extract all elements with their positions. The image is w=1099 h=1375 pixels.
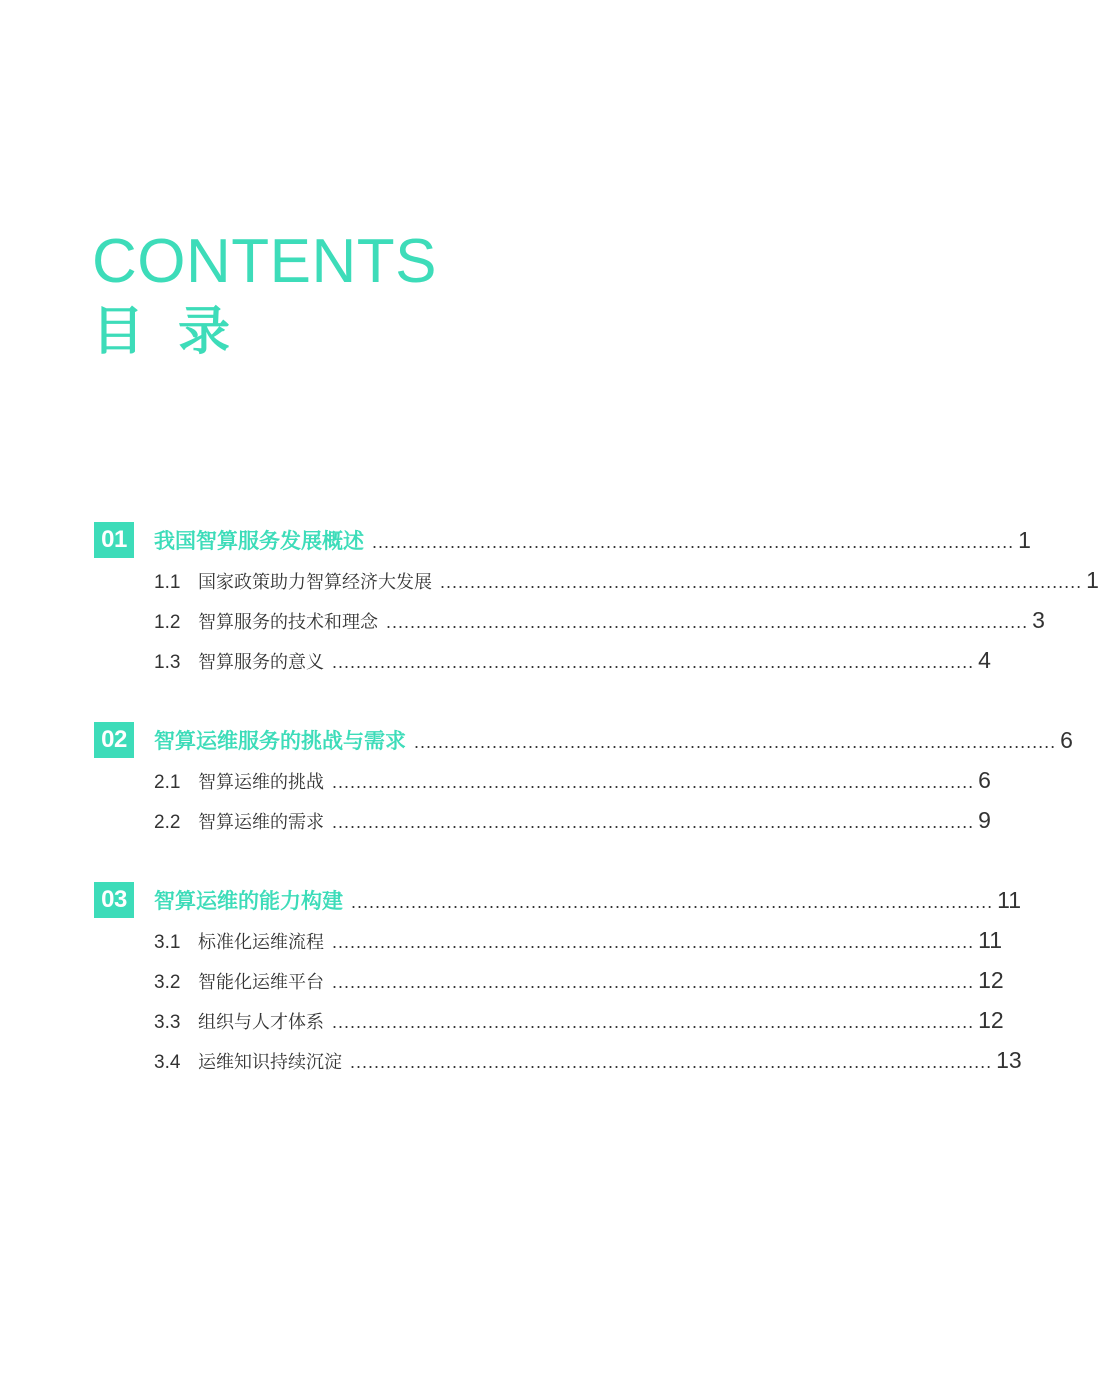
contents-heading-cn: 目录 (92, 302, 265, 362)
toc-chapter-row[interactable] (94, 720, 1073, 760)
item-number: 1.1 (154, 572, 181, 593)
item-title: 智算运维的需求 (198, 812, 324, 833)
dot-leader: ........................................................................................................... (332, 972, 975, 992)
item-number: 1.3 (154, 652, 181, 673)
page-number: 6 (978, 767, 991, 793)
table-of-contents (94, 520, 1099, 1120)
dot-leader: ........................................................................................................... (332, 812, 975, 832)
toc-item-row[interactable] (94, 760, 991, 800)
toc-item-row[interactable] (94, 960, 1004, 1000)
toc-item-row[interactable] (94, 1000, 1004, 1040)
dot-leader: ........................................................................................................... (332, 772, 975, 792)
page-number: 6 (1060, 727, 1073, 753)
page-number: 1 (1086, 567, 1099, 593)
item-title: 智算服务的技术和理念 (198, 612, 378, 633)
item-number: 1.2 (154, 612, 181, 633)
item-title: 智算运维的挑战 (198, 772, 324, 793)
dot-leader: ........................................................................................................... (332, 1012, 975, 1032)
dot-leader: ........................................................................................................... (372, 532, 1015, 552)
item-number: 2.1 (154, 772, 181, 793)
dot-leader: ........................................................................................................... (414, 732, 1057, 752)
item-title: 组织与人才体系 (198, 1012, 324, 1033)
chapter-badge: 01 (94, 522, 134, 558)
item-number: 3.1 (154, 932, 181, 953)
toc-item-row[interactable] (94, 600, 1045, 640)
toc-item-row[interactable] (94, 920, 1002, 960)
item-number: 3.3 (154, 1012, 181, 1033)
dot-leader: ........................................................................................................... (350, 1052, 993, 1072)
page-number: 9 (978, 807, 991, 833)
toc-item-row[interactable] (94, 1040, 1022, 1080)
item-title: 标准化运维流程 (198, 932, 324, 953)
page-number: 11 (978, 927, 1002, 953)
toc-section-03 (94, 880, 1022, 1080)
item-title: 国家政策助力智算经济大发展 (198, 572, 432, 593)
dot-leader: ........................................................................................................... (351, 892, 994, 912)
item-number: 2.2 (154, 812, 181, 833)
page-number: 12 (978, 967, 1004, 993)
chapter-badge: 03 (94, 882, 134, 918)
toc-item-row[interactable] (94, 560, 1099, 600)
page-number: 1 (1018, 527, 1031, 553)
toc-section-01 (94, 520, 1099, 680)
page-number: 13 (996, 1047, 1022, 1073)
toc-chapter-row[interactable] (94, 520, 1031, 560)
chapter-badge: 02 (94, 722, 134, 758)
dot-leader: ........................................................................................................... (332, 932, 975, 952)
item-number: 3.2 (154, 972, 181, 993)
toc-section-02 (94, 720, 1073, 840)
chapter-title: 智算运维服务的挑战与需求 (154, 729, 406, 753)
item-title: 运维知识持续沉淀 (198, 1052, 342, 1073)
dot-leader: ........................................................................................................... (332, 652, 975, 672)
chapter-title: 智算运维的能力构建 (154, 889, 343, 913)
toc-chapter-row[interactable] (94, 880, 1021, 920)
page-number: 3 (1032, 607, 1045, 633)
toc-item-row[interactable] (94, 640, 991, 680)
dot-leader: ........................................................................................................... (386, 612, 1029, 632)
chapter-title: 我国智算服务发展概述 (154, 529, 364, 553)
item-title: 智算服务的意义 (198, 652, 324, 673)
item-number: 3.4 (154, 1052, 181, 1073)
page-number: 4 (978, 647, 991, 673)
contents-heading-en: CONTENTS (92, 227, 437, 296)
item-title: 智能化运维平台 (198, 972, 324, 993)
page-number: 11 (997, 887, 1021, 913)
page-number: 12 (978, 1007, 1004, 1033)
toc-item-row[interactable] (94, 800, 991, 840)
dot-leader: ........................................................................................................... (440, 572, 1083, 592)
